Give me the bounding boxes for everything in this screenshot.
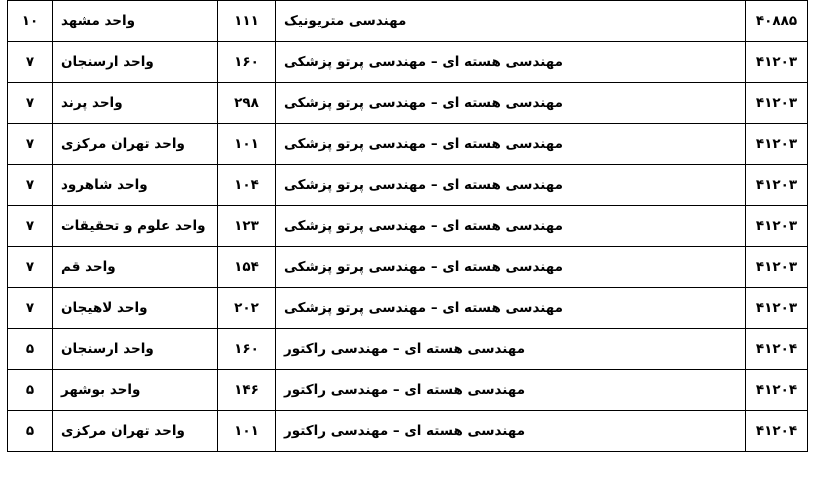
cell-title: مهندسی هسته ای – مهندسی پرتو پزشکی <box>276 247 746 288</box>
table-row <box>8 124 808 165</box>
cell-code: ۴۱۲۰۳ <box>746 165 808 206</box>
cell-unit: واحد تهران مرکزی <box>53 124 218 165</box>
cell-count: ۷ <box>8 42 53 83</box>
cell-unit: واحد تهران مرکزی <box>53 411 218 452</box>
cell-number: ۱۰۱ <box>218 411 276 452</box>
table-row <box>8 247 808 288</box>
table-row <box>8 165 808 206</box>
cell-title: مهندسی هسته ای – مهندسی پرتو پزشکی <box>276 42 746 83</box>
cell-title: مهندسی متریونیک <box>276 1 746 42</box>
cell-unit: واحد علوم و تحقیقات <box>53 206 218 247</box>
cell-unit: واحد بوشهر <box>53 370 218 411</box>
cell-count: ۵ <box>8 370 53 411</box>
cell-title: مهندسی هسته ای – مهندسی راکتور <box>276 329 746 370</box>
cell-number: ۱۲۳ <box>218 206 276 247</box>
cell-unit: واحد مشهد <box>53 1 218 42</box>
cell-title: مهندسی هسته ای – مهندسی پرتو پزشکی <box>276 83 746 124</box>
cell-number: ۱۶۰ <box>218 329 276 370</box>
cell-count: ۵ <box>8 411 53 452</box>
cell-code: ۴۱۲۰۳ <box>746 206 808 247</box>
cell-code: ۴۰۸۸۵ <box>746 1 808 42</box>
cell-unit: واحد لاهیجان <box>53 288 218 329</box>
cell-code: ۴۱۲۰۳ <box>746 247 808 288</box>
cell-title: مهندسی هسته ای – مهندسی پرتو پزشکی <box>276 165 746 206</box>
cell-count: ۷ <box>8 124 53 165</box>
cell-number: ۱۱۱ <box>218 1 276 42</box>
table-row <box>8 83 808 124</box>
cell-count: ۷ <box>8 247 53 288</box>
table-row <box>8 288 808 329</box>
table-row <box>8 411 808 452</box>
cell-count: ۵ <box>8 329 53 370</box>
cell-number: ۲۰۲ <box>218 288 276 329</box>
cell-count: ۷ <box>8 83 53 124</box>
cell-code: ۴۱۲۰۳ <box>746 124 808 165</box>
table-row <box>8 1 808 42</box>
cell-title: مهندسی هسته ای – مهندسی راکتور <box>276 411 746 452</box>
cell-code: ۴۱۲۰۴ <box>746 370 808 411</box>
table-row <box>8 206 808 247</box>
table-row <box>8 329 808 370</box>
cell-count: ۷ <box>8 206 53 247</box>
cell-unit: واحد ارسنجان <box>53 329 218 370</box>
cell-number: ۱۶۰ <box>218 42 276 83</box>
cell-unit: واحد پرند <box>53 83 218 124</box>
cell-number: ۲۹۸ <box>218 83 276 124</box>
cell-count: ۱۰ <box>8 1 53 42</box>
cell-code: ۴۱۲۰۳ <box>746 288 808 329</box>
cell-number: ۱۴۶ <box>218 370 276 411</box>
programs-table <box>7 0 808 452</box>
cell-title: مهندسی هسته ای – مهندسی پرتو پزشکی <box>276 206 746 247</box>
cell-code: ۴۱۲۰۳ <box>746 42 808 83</box>
cell-count: ۷ <box>8 165 53 206</box>
cell-unit: واحد قم <box>53 247 218 288</box>
cell-count: ۷ <box>8 288 53 329</box>
cell-code: ۴۱۲۰۳ <box>746 83 808 124</box>
table-row <box>8 370 808 411</box>
cell-number: ۱۰۱ <box>218 124 276 165</box>
table-row <box>8 42 808 83</box>
cell-unit: واحد شاهرود <box>53 165 218 206</box>
cell-title: مهندسی هسته ای – مهندسی پرتو پزشکی <box>276 288 746 329</box>
cell-code: ۴۱۲۰۴ <box>746 329 808 370</box>
cell-number: ۱۰۴ <box>218 165 276 206</box>
cell-title: مهندسی هسته ای – مهندسی پرتو پزشکی <box>276 124 746 165</box>
cell-title: مهندسی هسته ای – مهندسی راکتور <box>276 370 746 411</box>
cell-number: ۱۵۴ <box>218 247 276 288</box>
cell-unit: واحد ارسنجان <box>53 42 218 83</box>
cell-code: ۴۱۲۰۴ <box>746 411 808 452</box>
table-body <box>8 1 808 452</box>
